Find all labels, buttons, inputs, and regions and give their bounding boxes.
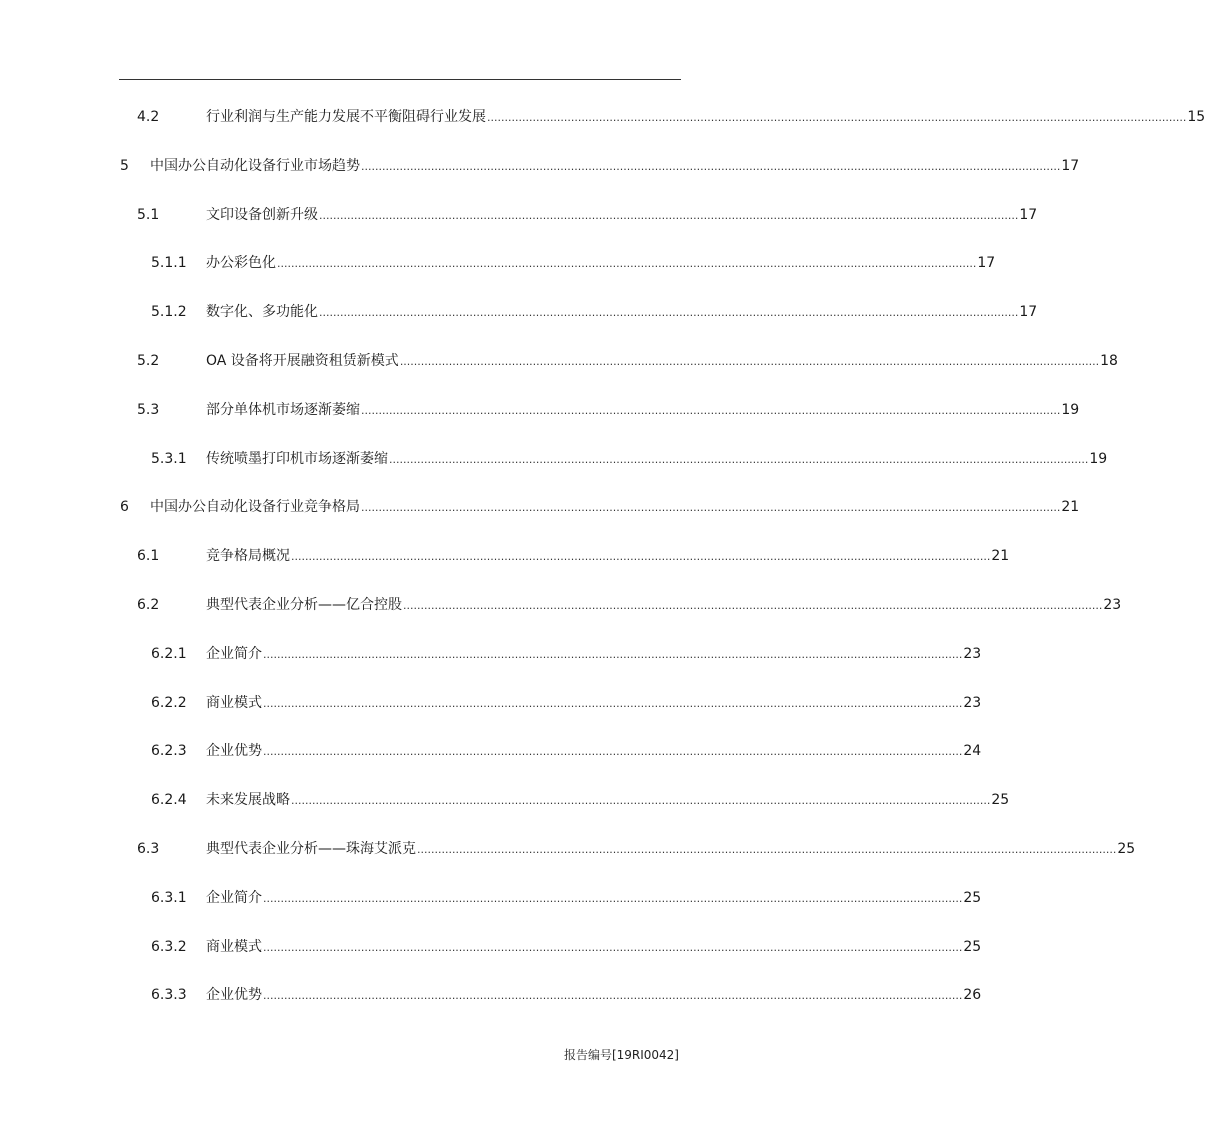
- toc-leader: ........................................................................................................................................................................................................: [291, 550, 991, 564]
- toc-number: 6.2.3: [151, 743, 187, 760]
- toc-title: 行业利润与生产能力发展不平衡阻碍行业发展: [206, 109, 486, 125]
- toc-number: 5.3: [137, 401, 160, 418]
- toc-entry[interactable]: [0, 581, 1122, 629]
- toc-number: 6.2.4: [151, 792, 187, 809]
- toc-number: 6.2.1: [151, 645, 187, 662]
- toc-title: 竞争格局概况: [206, 548, 290, 565]
- toc-entry[interactable]: [0, 874, 982, 922]
- toc-leader: ........................................................................................................................................................................................................: [389, 452, 1089, 466]
- toc-leader: ........................................................................................................................................................................................................: [487, 111, 1187, 124]
- toc-entry[interactable]: [0, 630, 982, 678]
- toc-leader: ........................................................................................................................................................................................................: [263, 647, 963, 661]
- toc-number: 6.3.2: [151, 938, 187, 955]
- toc-leader: ........................................................................................................................................................................................................: [319, 306, 1019, 320]
- toc-page-number: 25: [991, 792, 1010, 809]
- toc-title: 数字化、多功能化: [206, 304, 318, 321]
- toc-title: 企业简介: [206, 645, 262, 662]
- toc-page-number: 21: [1061, 499, 1080, 516]
- toc-entry[interactable]: [0, 727, 982, 775]
- toc-entry[interactable]: [0, 239, 996, 287]
- toc-entry[interactable]: [0, 532, 1010, 580]
- toc-page-number: 21: [991, 548, 1010, 565]
- toc-leader: ........................................................................................................................................................................................................: [361, 403, 1061, 417]
- toc-leader: ........................................................................................................................................................................................................: [291, 794, 991, 808]
- toc-number: 6: [120, 499, 129, 516]
- toc-leader: ........................................................................................................................................................................................................: [277, 257, 977, 271]
- toc-entry[interactable]: [0, 288, 1038, 336]
- toc-entry[interactable]: [0, 93, 1205, 141]
- toc-title: 商业模式: [206, 694, 262, 711]
- toc-page-number: 15: [1187, 109, 1205, 125]
- toc-title: 典型代表企业分析——亿合控股: [206, 597, 402, 613]
- toc-leader: ........................................................................................................................................................................................................: [399, 355, 1100, 368]
- toc-page-number: 23: [963, 694, 982, 711]
- toc-leader: ........................................................................................................................................................................................................: [417, 843, 1117, 856]
- toc-leader: ........................................................................................................................................................................................................: [263, 891, 963, 905]
- toc-leader: ........................................................................................................................................................................................................: [263, 940, 963, 954]
- toc-entry[interactable]: [0, 776, 1010, 824]
- toc-entry[interactable]: [0, 191, 1038, 239]
- toc-page-number: 17: [977, 255, 996, 272]
- toc-page-number: 17: [1019, 304, 1038, 321]
- toc-leader: ........................................................................................................................................................................................................: [263, 989, 963, 1003]
- toc-leader: ........................................................................................................................................................................................................: [361, 159, 1061, 173]
- toc-number: 5.1.2: [151, 304, 187, 321]
- toc-title: 传统喷墨打印机市场逐渐萎缩: [206, 450, 388, 467]
- toc-entry[interactable]: [0, 483, 1080, 531]
- toc-leader: ........................................................................................................................................................................................................: [263, 696, 963, 710]
- toc-number: 6.3: [137, 841, 160, 857]
- toc-page-number: 17: [1061, 157, 1080, 174]
- toc-page-number: 17: [1019, 206, 1038, 223]
- toc-page-number: 19: [1061, 401, 1080, 418]
- toc-title: 中国办公自动化设备行业竞争格局: [150, 499, 360, 516]
- toc-number: 5.1.1: [151, 255, 187, 272]
- toc-page-number: 23: [1103, 597, 1122, 613]
- toc-page-number: 24: [963, 743, 982, 760]
- toc-page-number: 26: [963, 987, 982, 1004]
- toc-entry[interactable]: [0, 923, 982, 971]
- toc-number: 4.2: [137, 109, 160, 125]
- toc-title: 企业简介: [206, 889, 262, 906]
- toc-leader: ........................................................................................................................................................................................................: [319, 208, 1019, 222]
- toc-number: 6.1: [137, 548, 160, 565]
- toc-leader: ........................................................................................................................................................................................................: [361, 501, 1061, 515]
- header-rule: [119, 79, 681, 80]
- toc-entry[interactable]: [0, 142, 1080, 190]
- toc-number: 6.2: [137, 597, 160, 613]
- toc-title: OA 设备将开展融资租赁新模式: [206, 353, 399, 369]
- toc-number: 5.2: [137, 353, 160, 369]
- toc-title: 企业优势: [206, 987, 262, 1004]
- toc-title: 中国办公自动化设备行业市场趋势: [150, 157, 360, 174]
- toc-page-number: 18: [1100, 353, 1118, 369]
- toc-page-number: 25: [1117, 841, 1136, 857]
- toc-number: 5.1: [137, 206, 160, 223]
- toc-entry[interactable]: [0, 971, 982, 1019]
- toc-page-number: 25: [963, 889, 982, 906]
- toc-title: 文印设备创新升级: [206, 206, 318, 223]
- toc-entry[interactable]: [0, 386, 1080, 434]
- toc-title: 部分单体机市场逐渐萎缩: [206, 401, 360, 418]
- toc-leader: ........................................................................................................................................................................................................: [403, 599, 1103, 612]
- toc-title: 典型代表企业分析——珠海艾派克: [206, 841, 416, 857]
- toc-title: 商业模式: [206, 938, 262, 955]
- toc-entry[interactable]: [0, 435, 1108, 483]
- toc-number: 5.3.1: [151, 450, 187, 467]
- toc-page-number: 23: [963, 645, 982, 662]
- toc-number: 6.2.2: [151, 694, 187, 711]
- toc-number: 6.3.1: [151, 889, 187, 906]
- report-id: 报告编号[19RI0042]: [563, 1048, 679, 1062]
- toc-page-number: 19: [1089, 450, 1108, 467]
- toc-page-number: 25: [963, 938, 982, 955]
- toc-title: 未来发展战略: [206, 792, 290, 809]
- toc-entry[interactable]: [0, 337, 1118, 385]
- toc-title: 企业优势: [206, 743, 262, 760]
- toc-entry[interactable]: [0, 825, 1136, 873]
- toc-number: 6.3.3: [151, 987, 187, 1004]
- toc-leader: ........................................................................................................................................................................................................: [263, 745, 963, 759]
- toc-number: 5: [120, 157, 129, 174]
- toc-entry[interactable]: [0, 679, 982, 727]
- toc-title: 办公彩色化: [206, 255, 276, 272]
